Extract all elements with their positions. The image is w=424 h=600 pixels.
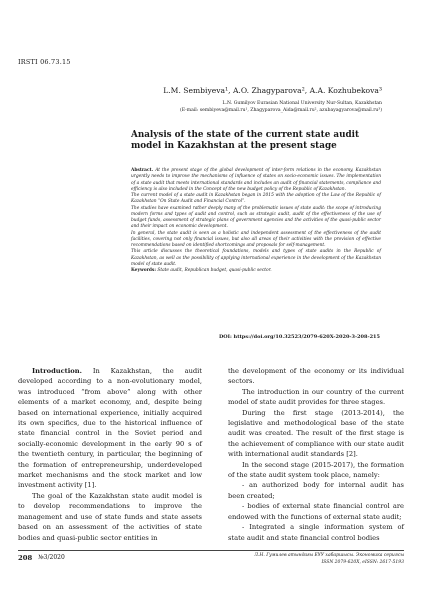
- abstract: [131, 168, 381, 274]
- list-item: - Integrated a single information system of state audit and state financial control bodies: [228, 523, 404, 542]
- affiliation-emails: (E-mail: sembiyeva@mail.ru¹, Zhagyparova_Aida@mail.ru², azubayagyarova@mail.ru³): [179, 107, 382, 113]
- body-text: In Kazakhstan, the audit developed according to a non-evolutionary model, was introduced “from above” along with other elements of a market economy, and, despite being based on international experience, initially acquired its own specifics, due to the historical influence of state financial control in the Soviet period and socially-economic development in the early 90 s of the twentieth century, in particular, the beginning of the formation of entrepreneurship, underdeveloped market mechanisms and the stock market and low investment activity [1].: [18, 367, 202, 490]
- article-title: Analysis of the state of the current state audit model in Kazakhstan at the present stage: [131, 130, 360, 151]
- author-list: L.M. Sembiyeva¹, A.O. Zhagyparova², A.A. Kozhubekova³: [163, 86, 382, 95]
- list-item: - bodies of external state financial control are endowed with the functions of external state audit;: [228, 502, 404, 521]
- abstract-paragraph: In general, the state audit is seen as a holistic and independent assessment of the effectiveness of the audit facilities, covering not only financial issues, but also all areas of their activities with the provision of effective recommendations based on identified shortcomings and proposals for self-management.: [131, 230, 381, 248]
- issn: ISSN 2079-620X, eISSN: 2617-5193: [321, 560, 404, 565]
- body-paragraph: In the second stage (2015-2017), the formation of the state audit system took place, namely:: [228, 460, 404, 480]
- body-paragraph: the development of the economy or its individual sectors.: [228, 367, 404, 386]
- issue-number: №3/2020: [38, 554, 65, 561]
- keywords-text: State audit, Republican budget, quasi-public sector.: [157, 268, 272, 273]
- body-column-right: [228, 366, 404, 543]
- body-column-left: [18, 366, 202, 543]
- abstract-paragraph: [131, 168, 381, 193]
- list-item: - an authorized body for internal audit has been created;: [228, 481, 404, 500]
- body-paragraph: The goal of the Kazakhstan state audit model is to develop recommendations to improve the management and use of state funds and state assets based on an assessment of the activities of state bodies and quasi-public sector entities in: [18, 491, 202, 542]
- page-number: 208: [18, 554, 33, 562]
- journal-name: Л.Н. Гумилев атындағы ЕҰУ хабаршысы. Экономика сериясы: [254, 553, 404, 558]
- body-paragraph: The introduction in our country of the current model of state audit provides for three stages.: [228, 387, 404, 407]
- abstract-paragraph: This article discusses the theoretical foundations, models and types of state audits in the Republic of Kazakhstan, as well as the possibility of applying international experience in the development of the Kazakhstan model of state audit.: [131, 249, 381, 267]
- abstract-text: At the present stage of the global development of inter-form relations in the economy, Kazakhstan urgently needs to improve the mechanisms of influence of states on socio-economic issues. The implementation of a state audit that meets international standards and includes an audit of financial statements, compliance and efficiency is also included in the Concept of the new budget policy of the Republic of Kazakhstan.: [131, 168, 381, 192]
- doi-link[interactable]: DOI: https://doi.org/10.32523/2079-620X-2020-3-208-215: [218, 334, 380, 340]
- affiliation-institution: L.N. Gumilyov Eurasian National University Nur-Sultan, Kazakhstan: [222, 101, 382, 106]
- affiliation: [0, 101, 382, 114]
- abstract-paragraph: The studies have examined rather deeply many of the problematic issues of state audit: the scope of introducing modern forms and types of audit and control, such as strategic audit, audit of the effectiveness of the use of budget funds, assessment of strategic plans of government agencies and the activities of the quasi-public sector and their impact on economic development.: [131, 205, 381, 230]
- irsti-code: IRSTI 06.73.15: [18, 58, 71, 66]
- body-paragraph: During the first stage (2013-2014), the legislative and methodological base of the state audit was created. The result of the first stage is the achievement of compliance with our state audit with international audit standards [2].: [228, 408, 404, 459]
- keywords: [131, 268, 381, 274]
- footer-divider: [18, 550, 404, 551]
- abstract-label: Abstract.: [131, 168, 154, 173]
- abstract-paragraph: The current model of a state audit in Kazakhstan began in 2015 with the adoption of the Law of the Republic of Kazakhstan “On State Audit and Financial Control”.: [131, 193, 381, 205]
- body-paragraph: [18, 366, 202, 491]
- section-lead: Introduction.: [32, 367, 82, 375]
- keywords-label: Keywords:: [131, 268, 156, 273]
